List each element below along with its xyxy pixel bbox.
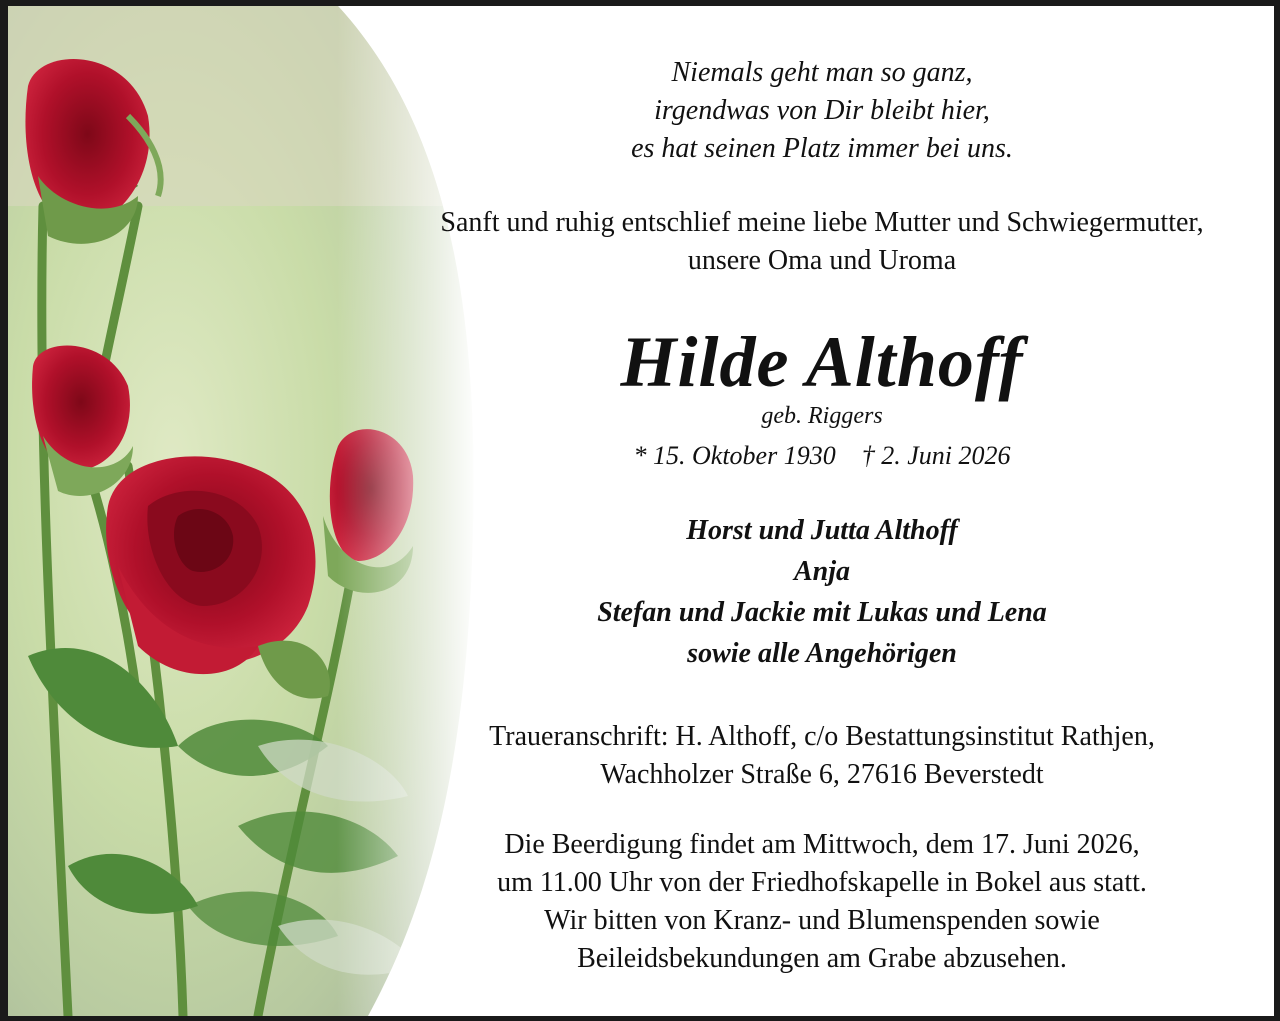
address-line: Traueranschrift: H. Althoff, c/o Bestattungsinstitut Rathjen,: [489, 721, 1155, 752]
mourner-line: Horst und Jutta Althoff: [686, 515, 958, 546]
poem-line: irgendwas von Dir bleibt hier,: [654, 95, 990, 126]
poem-line: es hat seinen Platz immer bei uns.: [631, 133, 1013, 164]
death-date: † 2. Juni 2026: [861, 441, 1011, 470]
deceased-name: Hilde Althoff: [620, 322, 1024, 402]
mourner-line: Stefan und Jackie mit Lukas und Lena: [597, 597, 1047, 628]
mourner-line: Anja: [793, 556, 851, 587]
birth-name: geb. Riggers: [761, 403, 883, 429]
text-column: [360, 6, 1280, 1016]
mourners-list: [360, 510, 1280, 674]
life-dates: [360, 438, 1280, 474]
poem-line: Niemals geht man so ganz,: [671, 57, 973, 88]
birth-date: * 15. Oktober 1930: [633, 441, 836, 470]
announcement-intro: [360, 204, 1280, 280]
intro-line: unsere Oma und Uroma: [687, 245, 957, 276]
funeral-info: [360, 826, 1280, 978]
funeral-line: Die Beerdigung findet am Mittwoch, dem 17. Juni 2026,: [504, 829, 1140, 860]
mourner-line: sowie alle Angehörigen: [687, 638, 957, 669]
funeral-line: um 11.00 Uhr von der Friedhofskapelle in Bokel aus statt.: [497, 867, 1147, 898]
address-line: Wachholzer Straße 6, 27616 Beverstedt: [600, 759, 1044, 790]
funeral-line: Wir bitten von Kranz- und Blumenspenden sowie: [544, 905, 1100, 936]
condolence-address: [360, 718, 1280, 794]
intro-line: Sanft und ruhig entschlief meine liebe Mutter und Schwiegermutter,: [440, 207, 1204, 238]
funeral-line: Beileidsbekundungen am Grabe abzusehen.: [577, 943, 1067, 974]
poem: [360, 54, 1280, 168]
